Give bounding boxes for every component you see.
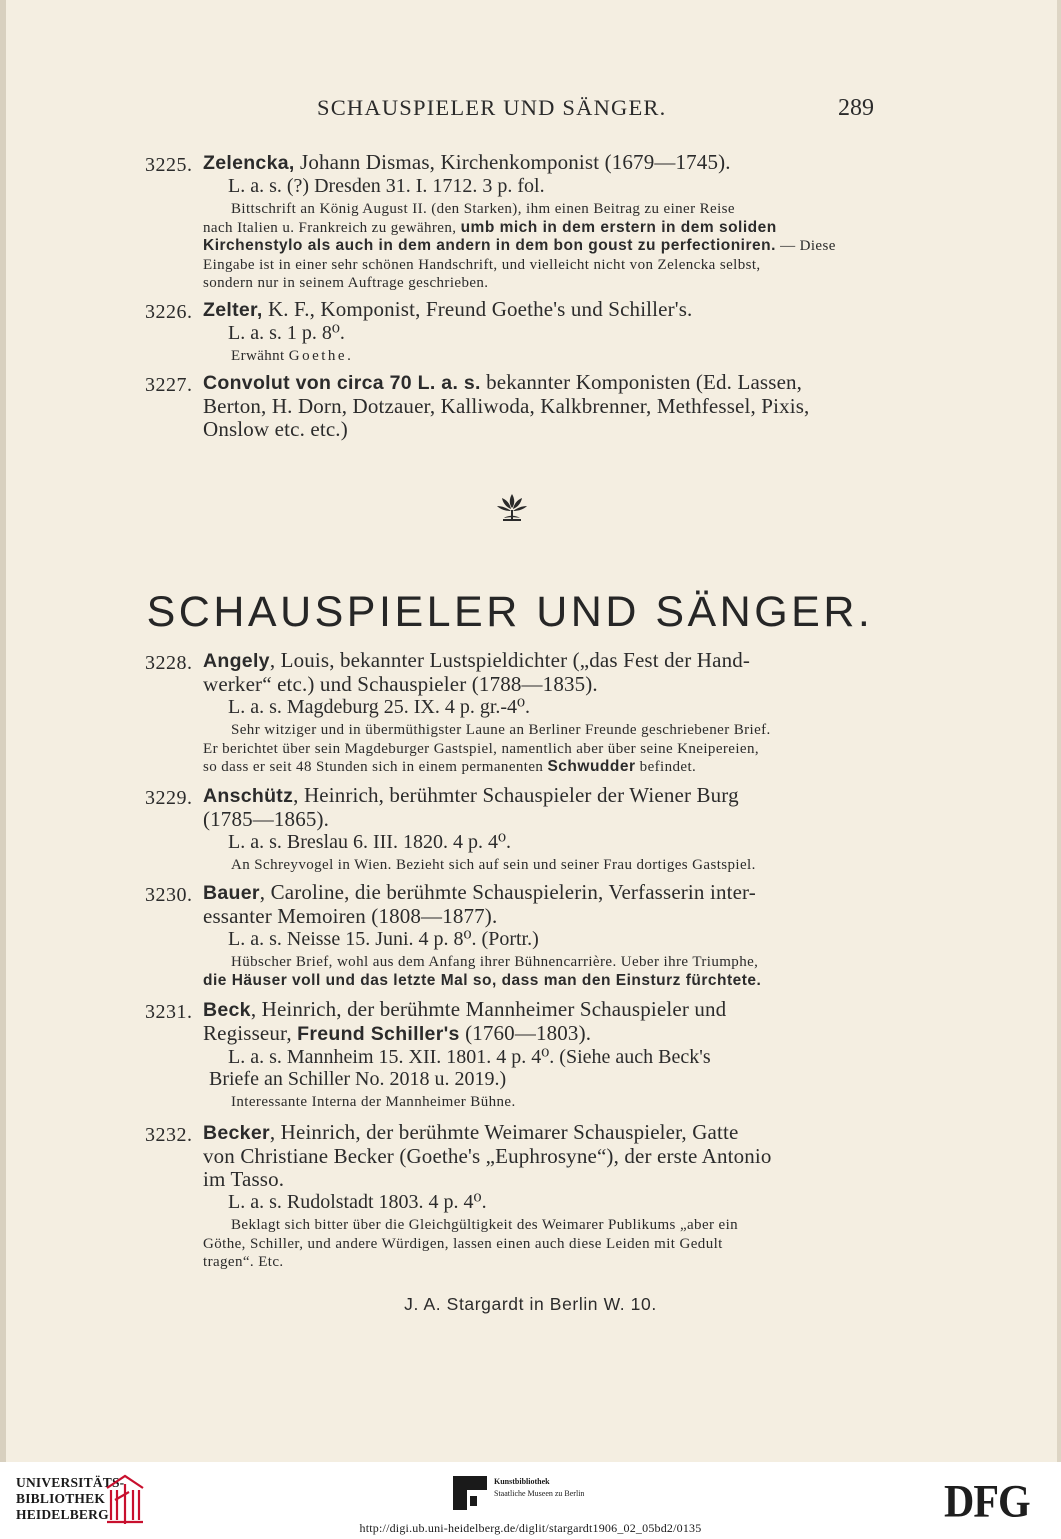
note-line: Er berichtet über sein Magdeburger Gastspiel, namentlich aber über seine Kneipereien, <box>203 740 760 757</box>
entry-description: im Tasso. <box>203 1167 285 1191</box>
entry-note <box>203 1216 880 1272</box>
entry-note <box>203 953 880 990</box>
catalog-entry-3226 <box>145 298 880 366</box>
entry-heading <box>203 881 880 928</box>
note-emphasis: Schwudder <box>547 758 636 775</box>
page-edge-left <box>0 0 6 1462</box>
entry-description: bekannter Komponisten (Ed. Lassen, <box>480 370 803 394</box>
entry-item-details: L. a. s. 1 p. 8⁰. <box>228 322 345 344</box>
entry-number: 3230. <box>145 884 193 906</box>
note-line: Eingabe ist in einer sehr schönen Handschrift, und vielleicht nicht von Zelencka selbst, <box>203 256 761 273</box>
entry-name: Zelencka, <box>203 152 295 174</box>
entry-item-details: L. a. s. Rudolstadt 1803. 4 p. 4⁰. <box>228 1191 487 1213</box>
note-line: — Diese <box>775 238 836 254</box>
entry-description: (1760—1803). <box>459 1021 592 1045</box>
note-spaced: Goethe. <box>288 348 354 364</box>
page-edge-right <box>1057 0 1061 1462</box>
entry-description: , Louis, bekannter Lustspieldichter („das Fest der Hand- <box>269 648 751 672</box>
entry-number: 3228. <box>145 652 193 674</box>
note-emphasis: umb mich in dem erstern in dem soliden <box>460 218 777 236</box>
note-line: sondern nur in seinem Auftrage geschrieben. <box>203 275 489 291</box>
publisher-imprint: J. A. Stargardt in Berlin W. 10. <box>404 1294 657 1314</box>
entry-heading <box>203 151 880 175</box>
dfg-logo[interactable]: DFG <box>944 1477 1030 1528</box>
note-line: Sehr witziger und in übermüthigster Laune an Berliner Freunde geschriebener Brief. <box>231 722 771 738</box>
univ-line: BIBLIOTHEK <box>16 1491 106 1506</box>
entry-heading <box>203 1121 880 1191</box>
note-line: Beklagt sich bitter über die Gleichgültigkeit des Weimarer Publikums „aber ein <box>231 1217 739 1233</box>
university-library-logo-icon[interactable] <box>103 1470 147 1528</box>
entry-name: Bauer <box>203 882 260 904</box>
catalog-entry-3228 <box>145 649 880 777</box>
entry-note <box>203 721 880 777</box>
entry-emphasis: Freund Schiller's <box>297 1023 460 1045</box>
page-number: 289 <box>838 95 874 121</box>
catalog-entry-3225 <box>145 151 880 293</box>
entry-description: , Heinrich, berühmter Schauspieler der Wiener Burg <box>293 783 739 807</box>
entry-description: werker“ etc.) und Schauspieler (1788—1835). <box>203 672 598 696</box>
kunstbibliothek-logo-icon[interactable] <box>453 1476 487 1510</box>
entry-heading <box>203 649 880 696</box>
permalink-url[interactable]: http://digi.ub.uni-heidelberg.de/diglit/stargardt1906_02_05bd2/0135 <box>359 1521 702 1535</box>
entry-item-details: L. a. s. Magdeburg 25. IX. 4 p. gr.-4⁰. <box>228 696 531 718</box>
entry-description: essanter Memoiren (1808—1877). <box>203 904 498 928</box>
note-line: Bittschrift an König August II. (den Starken), ihm einen Beitrag zu einer Reise <box>231 201 735 217</box>
entry-description: von Christiane Becker (Goethe's „Euphrosyne“), der erste Antonio <box>203 1144 772 1168</box>
entry-note <box>203 200 880 293</box>
entry-heading <box>203 371 880 441</box>
catalog-entry-3231 <box>145 998 880 1112</box>
entry-item-details: Briefe an Schiller No. 2018 u. 2019.) <box>209 1068 507 1090</box>
note-emphasis: Kirchenstylo als auch in dem andern in dem bon goust zu perfectioniren. <box>203 237 776 254</box>
note-line: Erwähnt <box>231 348 289 364</box>
entry-name: Zelter, <box>203 299 263 321</box>
note-line: Göthe, Schiller, und andere Würdigen, lassen einen auch diese Leiden mit Gedult <box>203 1235 723 1252</box>
note-line: Hübscher Brief, wohl aus dem Anfang ihrer Bühnencarrière. Ueber ihre Triumphe, <box>231 954 759 970</box>
entry-description: K. F., Komponist, Freund Goethe's und Schiller's. <box>262 297 693 321</box>
entry-number: 3232. <box>145 1124 193 1146</box>
entry-description: Berton, H. Dorn, Dotzauer, Kalliwoda, Kalkbrenner, Methfessel, Pixis, <box>203 394 810 418</box>
entry-description: , Heinrich, der berühmte Weimarer Schauspieler, Gatte <box>269 1120 739 1144</box>
catalog-entry-3230 <box>145 881 880 990</box>
entry-item-details: L. a. s. Neisse 15. Juni. 4 p. 8⁰. (Portr.) <box>228 928 539 950</box>
entry-name: Convolut von circa 70 L. a. s. <box>203 372 481 394</box>
entry-heading <box>203 998 880 1046</box>
entry-item-details: L. a. s. Breslau 6. III. 1820. 4 p. 4⁰. <box>228 831 511 853</box>
entry-description: Johann Dismas, Kirchenkomponist (1679—1745). <box>294 150 731 174</box>
entry-name: Becker <box>203 1122 270 1144</box>
kb-line: Kunstbibliothek <box>494 1477 550 1486</box>
catalog-entry-3229 <box>145 784 880 875</box>
entry-number: 3227. <box>145 374 193 396</box>
note-line: so dass er seit 48 Stunden sich in einem permanenten <box>203 759 548 775</box>
entry-heading <box>203 298 880 322</box>
entry-item-details: L. a. s. Mannheim 15. XII. 1801. 4 p. 4⁰. (Siehe auch Beck's <box>228 1046 711 1068</box>
section-title: SCHAUSPIELER UND SÄNGER. <box>146 588 874 636</box>
univ-line: HEIDELBERG <box>16 1507 109 1522</box>
note-emphasis: die Häuser voll und das letzte Mal so, dass man den Einsturz fürchtete. <box>203 971 762 989</box>
entry-name: Anschütz <box>203 785 294 807</box>
entry-number: 3225. <box>145 154 193 176</box>
entry-number: 3229. <box>145 787 193 809</box>
entry-description: , Caroline, die berühmte Schauspielerin, Verfasserin inter- <box>259 880 756 904</box>
entry-note: Interessante Interna der Mannheimer Bühne. <box>231 1094 516 1110</box>
kunstbibliothek-label[interactable] <box>494 1476 584 1500</box>
entry-number: 3226. <box>145 301 193 323</box>
univ-line: UNIVERSITÄTS- <box>16 1475 125 1490</box>
kb-line: Staatliche Museen zu Berlin <box>494 1489 585 1498</box>
entry-description: (1785—1865). <box>203 807 330 831</box>
entry-description: Onslow etc. etc.) <box>203 417 348 441</box>
catalog-entry-3232 <box>145 1121 880 1272</box>
entry-number: 3231. <box>145 1001 193 1023</box>
note-line: nach Italien u. Frankreich zu gewähren, <box>203 219 461 236</box>
entry-note <box>231 347 880 366</box>
entry-name: Angely <box>203 650 270 672</box>
entry-description: Regisseur, <box>203 1021 298 1045</box>
lotus-ornament-icon <box>495 492 529 524</box>
catalog-entry-3227 <box>145 371 880 441</box>
entry-note: An Schreyvogel in Wien. Bezieht sich auf sein und seiner Frau dortiges Gastspiel. <box>231 857 756 873</box>
running-title: SCHAUSPIELER UND SÄNGER. <box>317 95 667 120</box>
entry-name: Beck <box>203 999 251 1021</box>
entry-item-details: L. a. s. (?) Dresden 31. I. 1712. 3 p. fol. <box>228 175 545 197</box>
note-line: tragen“. Etc. <box>203 1254 284 1270</box>
entry-description: , Heinrich, der berühmte Mannheimer Schauspieler und <box>250 997 727 1021</box>
note-line: befindet. <box>635 759 697 775</box>
entry-heading <box>203 784 880 831</box>
